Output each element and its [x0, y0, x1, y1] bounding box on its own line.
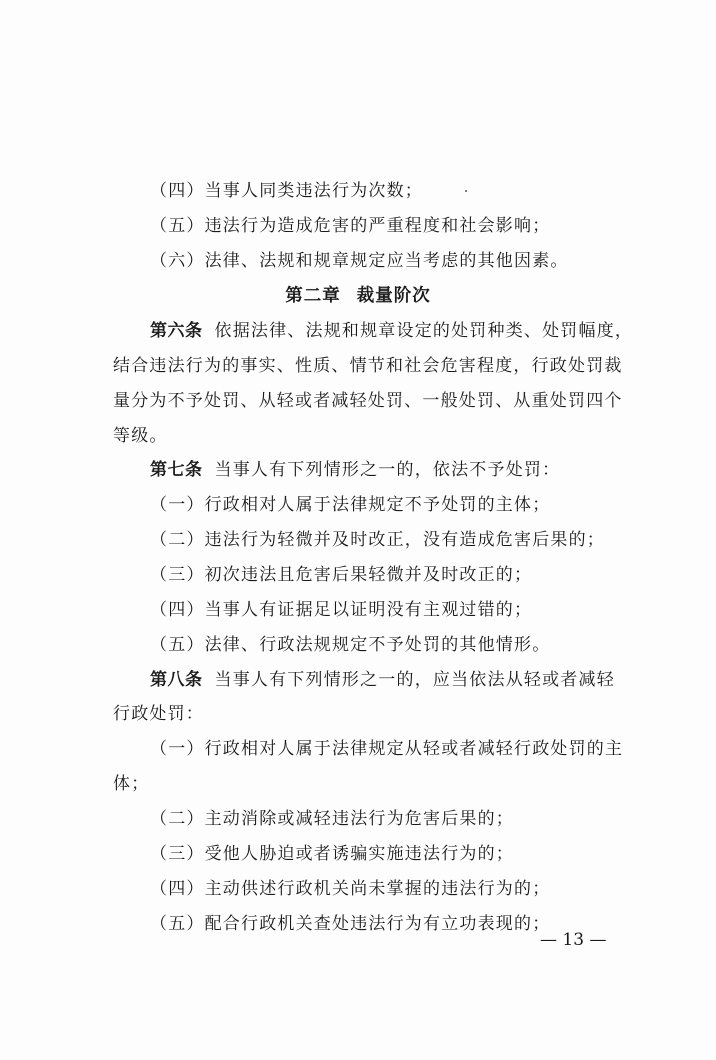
list-item: （四）当事人有证据足以证明没有主观过错的；	[150, 600, 533, 620]
page-number: — 13 —	[540, 930, 607, 950]
article-8-text: 当事人有下列情形之一的，应当依法从轻或者减轻	[214, 670, 615, 690]
text-line: （五）违法行为造成危害的严重程度和社会影响；	[150, 216, 551, 236]
article-8-label: 第八条	[150, 670, 203, 690]
text-line: 等级。	[113, 426, 168, 446]
text-line: 结合违法行为的事实、性质、情节和社会危害程度，行政处罚裁	[113, 356, 623, 376]
article-7-label: 第七条	[150, 460, 203, 480]
text-line: 行政处罚：	[113, 704, 204, 724]
article-6-first-line	[150, 320, 633, 342]
scan-speck	[465, 190, 467, 192]
chapter-number: 第二章	[285, 286, 341, 306]
text-line: （四）当事人同类违法行为次数；	[150, 181, 423, 201]
text-line: （六）法律、法规和规章规定应当考虑的其他因素。	[150, 251, 569, 271]
list-item: （五）法律、行政法规规定不予处罚的其他情形。	[150, 635, 551, 655]
article-8-first-line	[150, 669, 615, 691]
article-6-label: 第六条	[150, 321, 203, 341]
text-line: 量分为不予处罚、从轻或者减轻处罚、一般处罚、从重处罚四个	[113, 391, 623, 411]
list-item: （一）行政相对人属于法律规定从轻或者减轻行政处罚的主	[150, 739, 624, 759]
article-6-text: 依据法律、法规和规章设定的处罚种类、处罚幅度，	[214, 321, 634, 341]
list-item: （三）初次违法且危害后果轻微并及时改正的；	[150, 565, 533, 585]
list-item: （二）主动消除或减轻违法行为危害后果的；	[150, 809, 514, 829]
text-line: 体；	[113, 774, 150, 794]
article-7-first-line	[150, 459, 560, 481]
chapter-heading	[0, 285, 716, 307]
article-7-text: 当事人有下列情形之一的，依法不予处罚：	[214, 460, 561, 480]
list-item: （五）配合行政机关查处违法行为有立功表现的；	[150, 914, 551, 934]
list-item: （二）违法行为轻微并及时改正，没有造成危害后果的；	[150, 530, 605, 550]
list-item: （四）主动供述行政机关尚未掌握的违法行为的；	[150, 879, 551, 899]
list-item: （一）行政相对人属于法律规定不予处罚的主体；	[150, 495, 551, 515]
chapter-title: 裁量阶次	[356, 286, 431, 306]
list-item: （三）受他人胁迫或者诱骗实施违法行为的；	[150, 844, 514, 864]
